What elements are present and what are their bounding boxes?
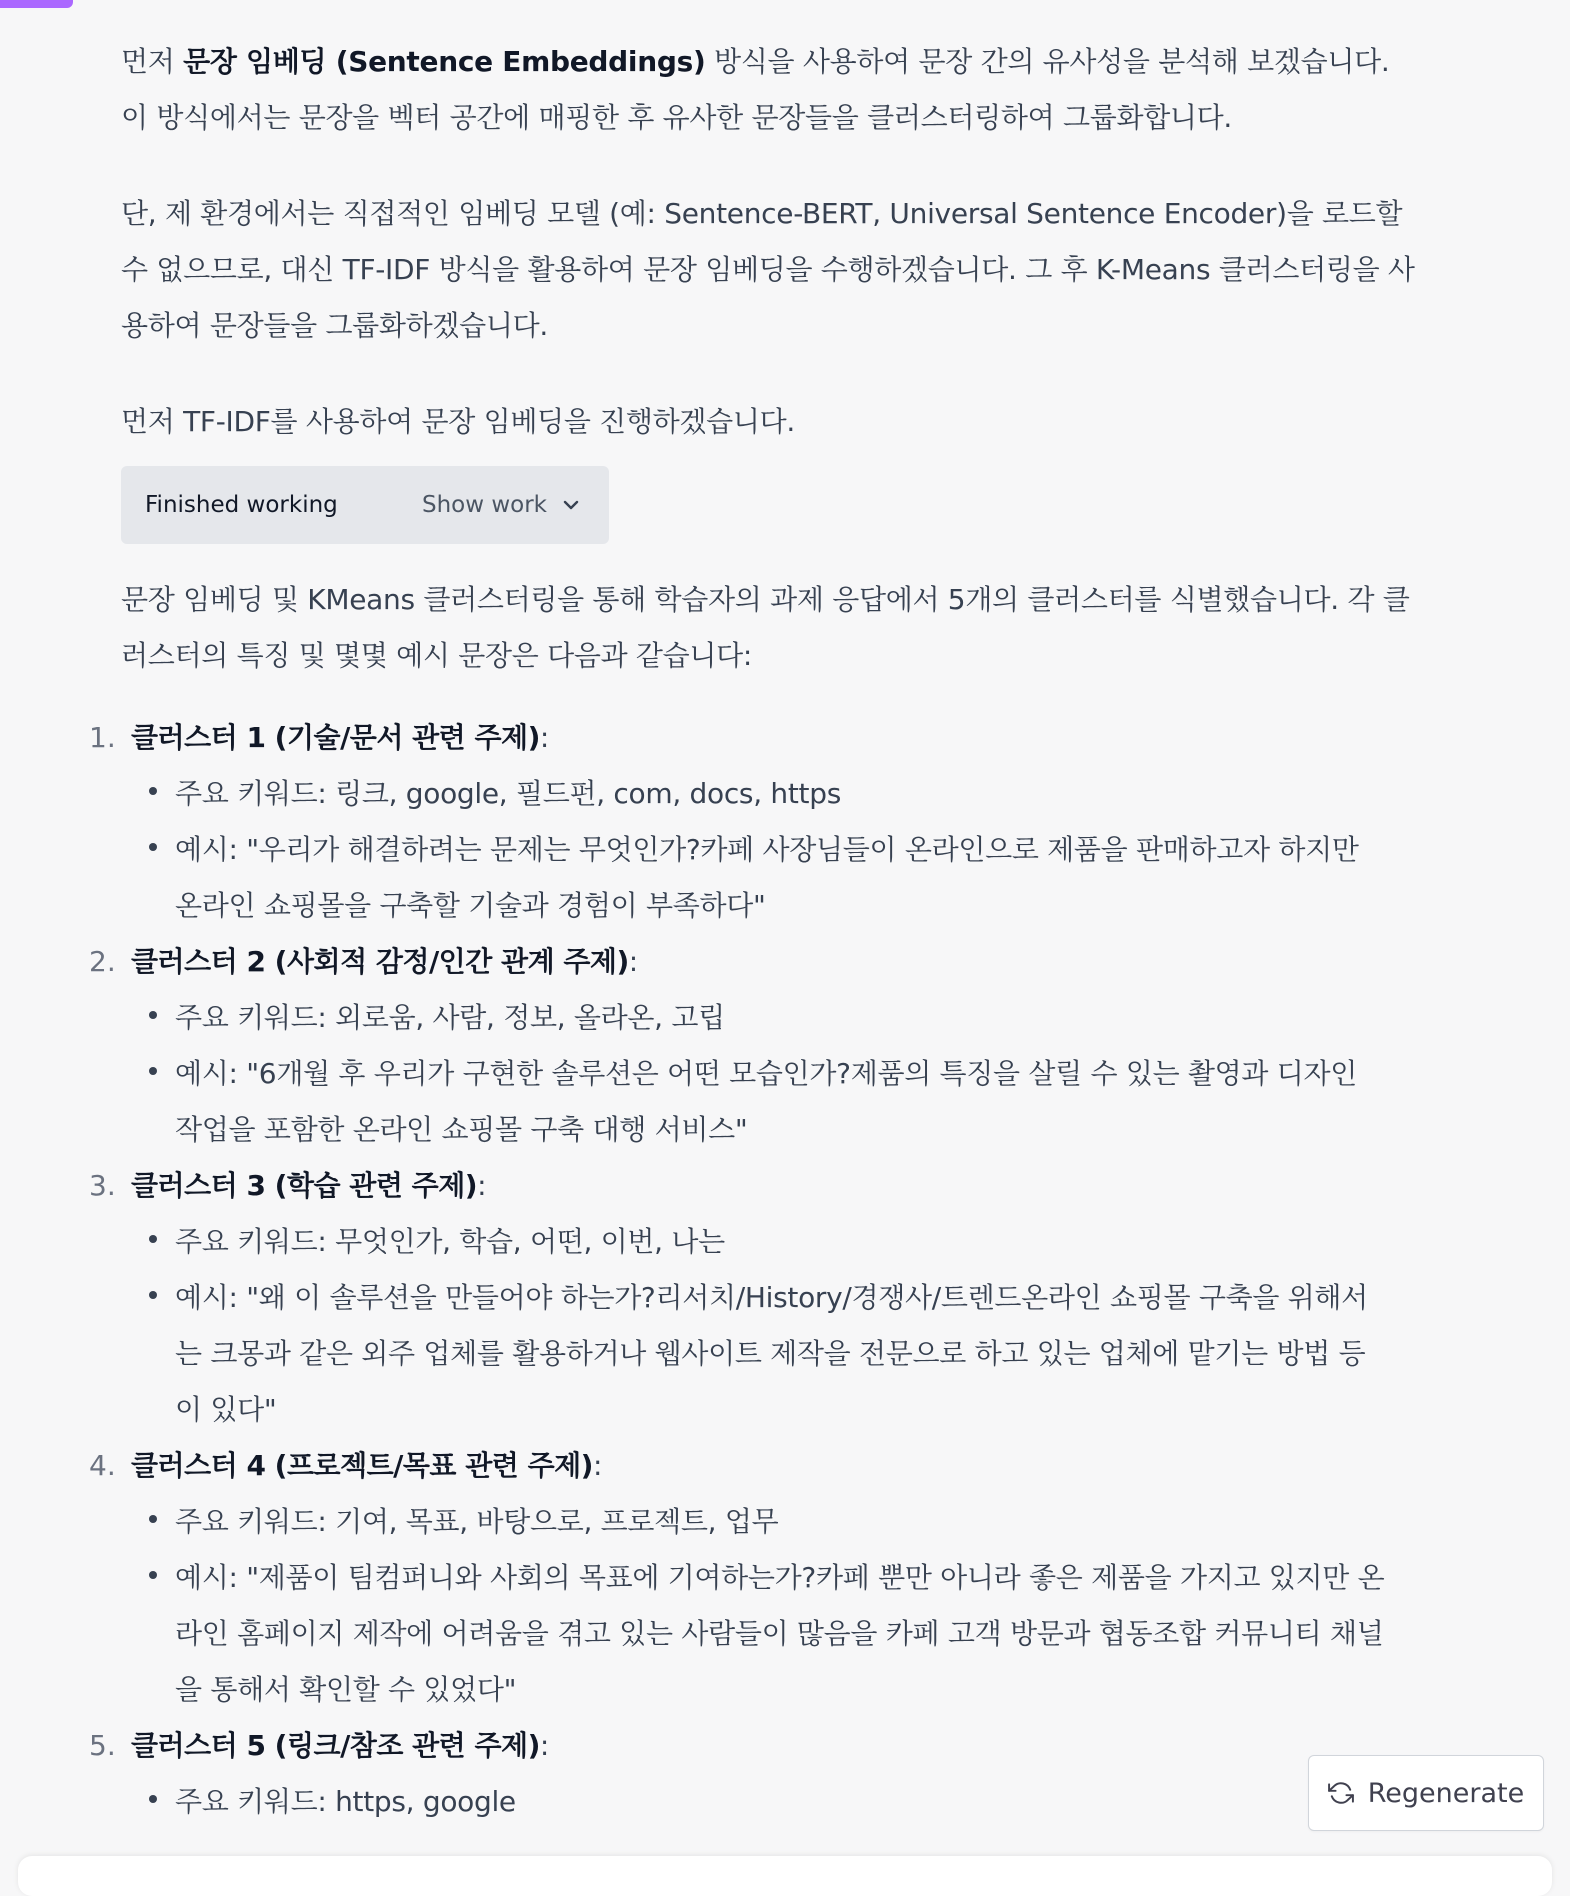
cluster-title: 클러스터 4 (프로젝트/목표 관련 주제): [131, 1449, 593, 1482]
list-number: 3.: [89, 1169, 116, 1202]
colon: :: [592, 1449, 603, 1482]
list-number: 5.: [89, 1729, 116, 1762]
cluster-item: [91, 1158, 1391, 1438]
cluster-item: [91, 934, 1391, 1158]
intro-paragraph-1: [121, 34, 1421, 146]
summary-paragraph: 문장 임베딩 및 KMeans 클러스터링을 통해 학습자의 과제 응답에서 5개의 클러스터를 식별했습니다. 각 클러스터의 특징 및 몇몇 예시 문장은 다음과 같습니다:: [121, 583, 1410, 672]
intro-paragraph-2: 단, 제 환경에서는 직접적인 임베딩 모델 (예: Sentence-BERT, Universal Sentence Encoder)을 로드할 수 없으므로, 대신 TF-IDF 방식을 활용하여 문장 임베딩을 수행하겠습니다. 그 후 K-Means 클러스터링을 사용하여 문장들을 그룹화하겠습니다.: [121, 197, 1415, 342]
cluster-keywords: 주요 키워드: 기여, 목표, 바탕으로, 프로젝트, 업무: [175, 1494, 1391, 1550]
intro-p1-suffix: 방식을 사용하여 문장 간의 유사성을 분석해 보겠습니다. 이 방식에서는 문장을 벡터 공간에 매핑한 후 유사한 문장들을 클러스터링하여 그룹화합니다.: [121, 45, 1390, 134]
cluster-details: [131, 990, 1391, 1158]
colon: :: [628, 945, 639, 978]
cluster-keywords: 주요 키워드: 무엇인가, 학습, 어떤, 이번, 나는: [175, 1214, 1391, 1270]
cluster-title: 클러스터 2 (사회적 감정/인간 관계 주제): [131, 945, 629, 978]
cluster-item: [91, 1438, 1391, 1718]
cluster-item: [91, 710, 1391, 934]
cluster-example: 예시: "우리가 해결하려는 문제는 무엇인가?카페 사장님들이 온라인으로 제품을 판매하고자 하지만 온라인 쇼핑몰을 구축할 기술과 경험이 부족하다": [175, 822, 1391, 934]
work-status-label: Finished working: [145, 491, 338, 518]
composer-edge: [18, 1856, 1552, 1896]
list-number: 2.: [89, 945, 116, 978]
cluster-example: 예시: "왜 이 솔루션을 만들어야 하는가?리서치/History/경쟁사/트렌드온라인 쇼핑몰 구축을 위해서는 크몽과 같은 외주 업체를 활용하거나 웹사이트 제작을 전문으로 하고 있는 업체에 맡기는 방법 등이 있다": [175, 1270, 1391, 1438]
cluster-title: 클러스터 1 (기술/문서 관련 주제): [131, 721, 540, 754]
cluster-keywords: 주요 키워드: https, google: [175, 1774, 1391, 1830]
intro-p1-bold: 문장 임베딩 (Sentence Embeddings): [183, 45, 706, 78]
cluster-details: [131, 1214, 1391, 1438]
regenerate-button[interactable]: [1308, 1755, 1544, 1831]
top-accent-bar: [0, 0, 73, 8]
cluster-keywords: 주요 키워드: 링크, google, 필드펀, com, docs, https: [175, 766, 1391, 822]
list-number: 4.: [89, 1449, 116, 1482]
regenerate-label: Regenerate: [1367, 1777, 1525, 1809]
list-number: 1.: [89, 721, 116, 754]
colon: :: [477, 1169, 487, 1202]
assistant-message: [89, 34, 1421, 1830]
cluster-item: [91, 1718, 1391, 1830]
cluster-title: 클러스터 3 (학습 관련 주제): [131, 1169, 478, 1202]
colon: :: [539, 721, 550, 754]
show-work-label: Show work: [421, 491, 547, 518]
cluster-list: [91, 710, 1391, 1830]
refresh-icon: [1328, 1780, 1354, 1806]
cluster-title: 클러스터 5 (링크/참조 관련 주제): [131, 1729, 540, 1762]
intro-p1-prefix: 먼저: [121, 45, 184, 78]
chevron-down-icon: [561, 495, 581, 515]
cluster-details: [131, 1494, 1391, 1718]
code-work-box: [121, 466, 609, 544]
cluster-details: [131, 1774, 1391, 1830]
intro-paragraph-3: 먼저 TF-IDF를 사용하여 문장 임베딩을 진행하겠습니다.: [121, 405, 796, 438]
show-work-toggle[interactable]: [421, 491, 581, 518]
cluster-example: 예시: "제품이 팀컴퍼니와 사회의 목표에 기여하는가?카페 뿐만 아니라 좋은 제품을 가지고 있지만 온라인 홈페이지 제작에 어려움을 겪고 있는 사람들이 많음을 카페 고객 방문과 협동조합 커뮤니티 채널을 통해서 확인할 수 있었다": [175, 1550, 1391, 1718]
cluster-details: [131, 766, 1391, 934]
colon: :: [539, 1729, 550, 1762]
cluster-keywords: 주요 키워드: 외로움, 사람, 정보, 올라온, 고립: [175, 990, 1391, 1046]
cluster-example: 예시: "6개월 후 우리가 구현한 솔루션은 어떤 모습인가?제품의 특징을 살릴 수 있는 촬영과 디자인 작업을 포함한 온라인 쇼핑몰 구축 대행 서비스": [175, 1046, 1391, 1158]
